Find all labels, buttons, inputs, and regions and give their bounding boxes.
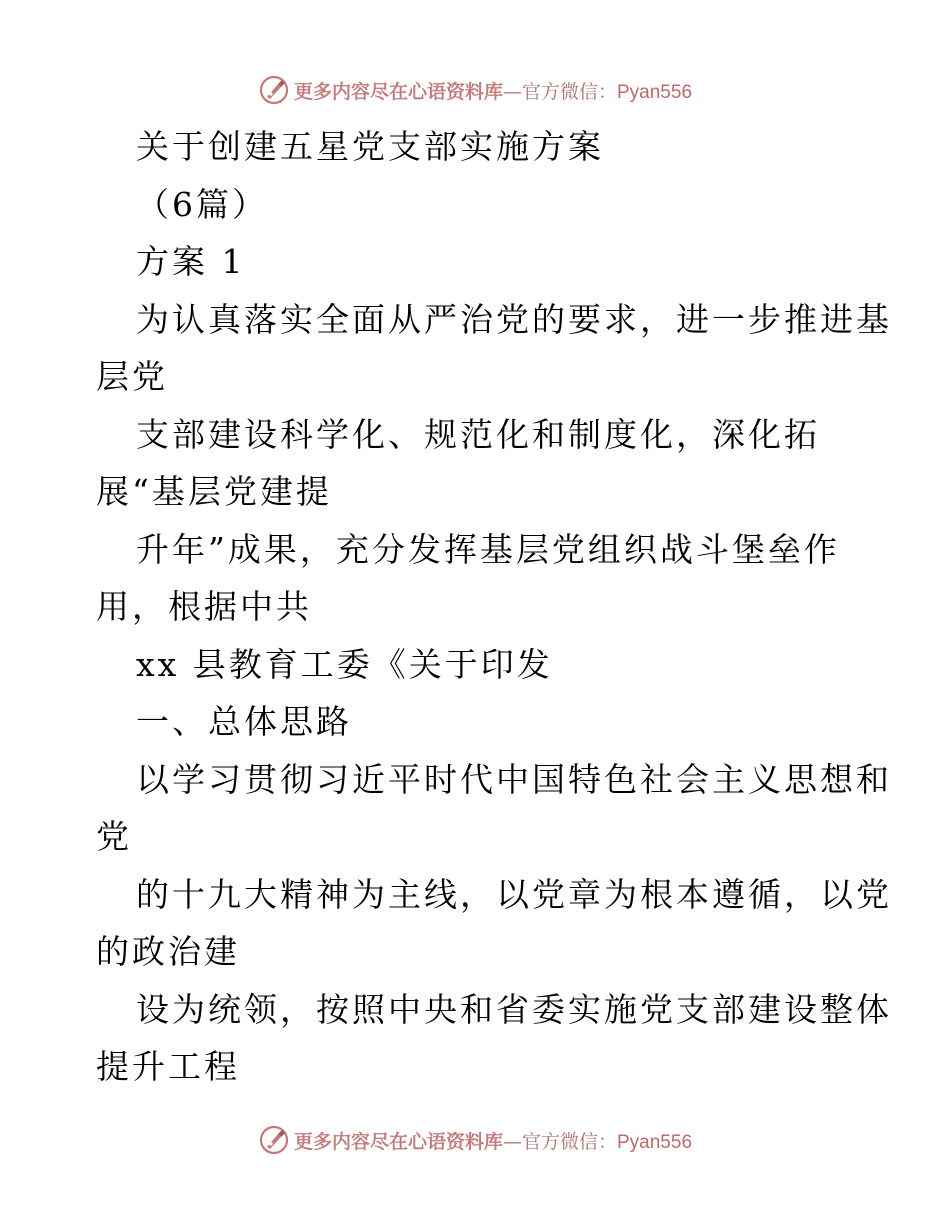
watermark-wechat-label: 官方微信： (521, 1130, 617, 1153)
watermark-banner-bottom (0, 1120, 950, 1160)
watermark-site-name: 更多内容尽在心语资料库 (293, 80, 503, 103)
document-line: 提升工程 (96, 1047, 240, 1086)
watermark-wechat-label: 官方微信： (521, 80, 617, 103)
document-body (96, 118, 892, 1096)
document-line: （6篇） (136, 184, 268, 224)
watermark-wechat-id: Pyan556 (617, 81, 693, 103)
watermark-banner-top (0, 70, 950, 110)
pen-nib-logo-icon (258, 74, 290, 106)
document-line: 方案 1 (136, 242, 246, 281)
document-line: 党 (96, 817, 132, 856)
document-line: 展“基层党建提 (96, 472, 332, 511)
document-line: 的政治建 (96, 932, 240, 971)
document-line: 支部建设科学化、规范化和制度化，深化拓 (136, 414, 820, 454)
document-line: xx 县教育工委《关于印发 (136, 644, 553, 684)
pen-nib-logo-icon (258, 1124, 290, 1156)
document-line: 的十九大精神为主线，以党章为根本遵循，以党 (136, 874, 892, 914)
watermark-text (294, 77, 692, 104)
document-line: 用，根据中共 (96, 587, 312, 626)
watermark-separator: — (502, 80, 522, 103)
watermark-site-name: 更多内容尽在心语资料库 (293, 1130, 503, 1153)
document-line: 以学习贯彻习近平时代中国特色社会主义思想和 (136, 759, 892, 799)
document-line: 设为统领，按照中央和省委实施党支部建设整体 (136, 989, 892, 1029)
watermark-wechat-id: Pyan556 (617, 1131, 693, 1153)
document-line: 关于创建五星党支部实施方案 (136, 127, 604, 166)
watermark-text (294, 1127, 692, 1154)
document-line: 一、总体思路 (136, 702, 352, 741)
document-line: 为认真落实全面从严治党的要求，进一步推进基 (136, 299, 892, 339)
document-line: 层党 (96, 357, 168, 396)
watermark-separator: — (502, 1130, 522, 1153)
document-line: 升年”成果，充分发挥基层党组织战斗堡垒作 (136, 529, 840, 569)
